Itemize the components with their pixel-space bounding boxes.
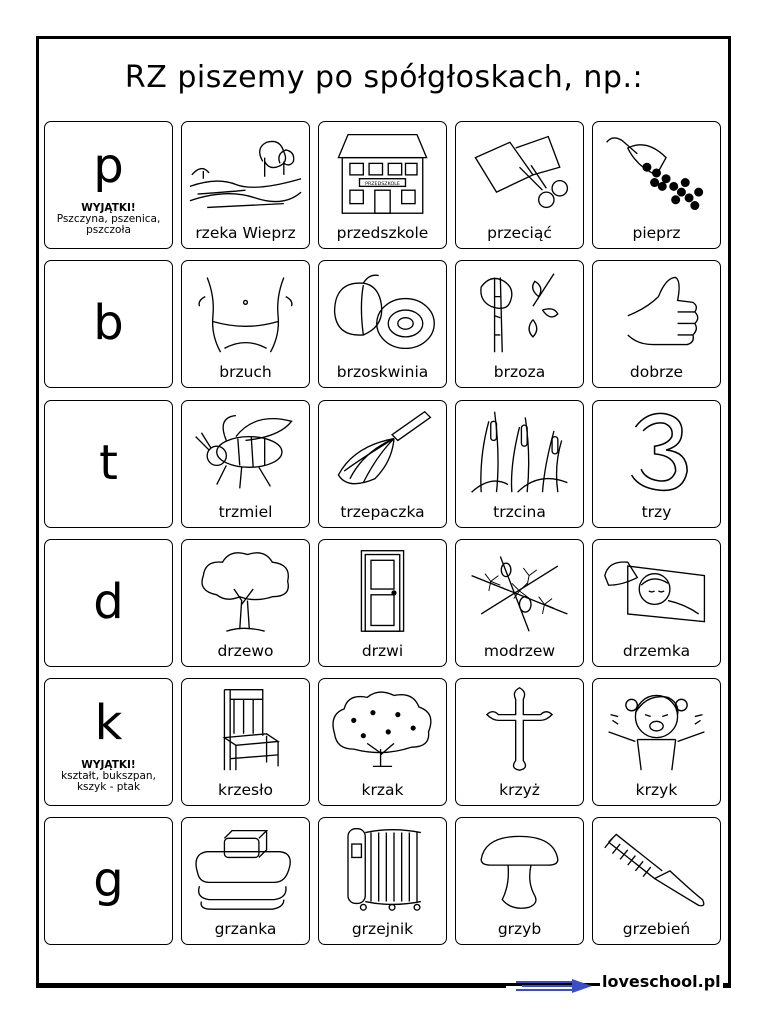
exception-line: Pszczyna, pszenica,	[56, 213, 161, 225]
kindergarten-sign-text: PRZEDSZKOLE	[365, 181, 400, 187]
word-card-krzyk	[592, 678, 721, 806]
exceptions-title: WYJĄTKI!	[81, 759, 136, 771]
word-card-krzyz	[455, 678, 584, 806]
word-label: grzebień	[622, 920, 691, 938]
toast-icon	[188, 824, 303, 912]
word-label: modrzew	[483, 642, 556, 660]
peppercorn-scoop-icon	[599, 128, 714, 216]
larch-branch-icon	[462, 546, 577, 634]
letter-cell-b	[44, 260, 173, 388]
comb-icon	[599, 824, 714, 912]
exception-line: pszczoła	[86, 224, 131, 236]
word-label: trzepaczka	[340, 503, 425, 521]
word-card-grzyb	[455, 817, 584, 945]
exceptions-text	[47, 214, 170, 236]
word-card-krzeslo	[181, 678, 310, 806]
word-card-drzewo	[181, 539, 310, 667]
word-label: grzanka	[214, 920, 277, 938]
word-label: krzyż	[499, 781, 540, 799]
word-label: brzoskwinia	[336, 363, 429, 381]
screaming-girl-icon	[599, 685, 714, 773]
word-label: drzwi	[361, 642, 404, 660]
word-card-pieprz	[592, 121, 721, 249]
page-title: RZ piszemy po spółgłoskach, np.:	[124, 60, 644, 95]
letter-g: g	[93, 852, 124, 908]
exceptions-title: WYJĄTKI!	[81, 202, 136, 214]
letter-k: k	[94, 695, 123, 751]
letter-cell-p	[44, 121, 173, 249]
word-label: przeciąć	[487, 224, 552, 242]
word-label: trzcina	[493, 503, 546, 521]
word-label: pieprz	[632, 224, 681, 242]
word-card-brzoza	[455, 260, 584, 388]
door-icon	[325, 546, 440, 634]
cross-icon	[462, 685, 577, 773]
word-card-brzoskwinia	[318, 260, 447, 388]
letter-t: t	[99, 435, 118, 491]
word-card-grzejnik	[318, 817, 447, 945]
letter-d: d	[93, 574, 124, 630]
kindergarten-building-icon	[325, 128, 440, 216]
mushroom-icon	[462, 824, 577, 912]
word-card-trzy	[592, 400, 721, 528]
word-card-dobrze	[592, 260, 721, 388]
letter-p: p	[93, 138, 124, 194]
word-label: trzmiel	[218, 503, 273, 521]
letter-cell-g	[44, 817, 173, 945]
bush-icon	[325, 685, 440, 773]
word-label: krzyk	[635, 781, 678, 799]
tree-icon	[188, 546, 303, 634]
exception-line: kształt, bukszpan,	[61, 770, 156, 782]
word-card-modrzew	[455, 539, 584, 667]
belly-icon	[188, 267, 303, 355]
scissors-cutting-paper-icon	[462, 128, 577, 216]
word-card-drzwi	[318, 539, 447, 667]
napping-child-icon	[599, 546, 714, 634]
word-label: drzewo	[217, 642, 274, 660]
word-label: dobrze	[629, 363, 684, 381]
chair-icon	[188, 685, 303, 773]
word-card-krzak	[318, 678, 447, 806]
letter-cell-t	[44, 400, 173, 528]
word-card-drzemka	[592, 539, 721, 667]
letter-b: b	[93, 295, 124, 351]
word-card-grzanka	[181, 817, 310, 945]
thumbs-up-icon	[599, 267, 714, 355]
letter-cell-d	[44, 539, 173, 667]
word-label: krzak	[361, 781, 404, 799]
radiator-icon	[325, 824, 440, 912]
peach-icon	[325, 267, 440, 355]
word-label: trzy	[641, 503, 672, 521]
word-label: grzejnik	[351, 920, 414, 938]
word-card-trzcina	[455, 400, 584, 528]
word-label: grzyb	[497, 920, 542, 938]
logo-arrow-icon	[516, 978, 596, 994]
word-card-grzebien	[592, 817, 721, 945]
word-card-przeciac	[455, 121, 584, 249]
word-label: brzuch	[219, 363, 272, 381]
reed-icon	[462, 407, 577, 495]
whisk-icon	[325, 407, 440, 495]
footer-divider	[36, 985, 506, 988]
river-landscape-icon	[188, 128, 303, 216]
exceptions-text	[47, 771, 170, 793]
word-card-przedszkole	[318, 121, 447, 249]
word-label: rzeka Wieprz	[195, 224, 296, 242]
word-card-trzepaczka	[318, 400, 447, 528]
word-label: przedszkole	[336, 224, 429, 242]
word-card-trzmiel	[181, 400, 310, 528]
word-card-rzeka-wieprz	[181, 121, 310, 249]
exception-line: kszyk - ptak	[76, 781, 141, 793]
word-label: drzemka	[622, 642, 691, 660]
word-card-brzuch	[181, 260, 310, 388]
bumblebee-icon	[188, 407, 303, 495]
word-label: brzoza	[493, 363, 546, 381]
birch-tree-icon	[462, 267, 577, 355]
word-label: krzesło	[218, 781, 273, 799]
brand-logo-text[interactable]: loveschool.pl	[602, 972, 721, 991]
number-three-icon	[599, 407, 714, 495]
letter-cell-k	[44, 678, 173, 806]
